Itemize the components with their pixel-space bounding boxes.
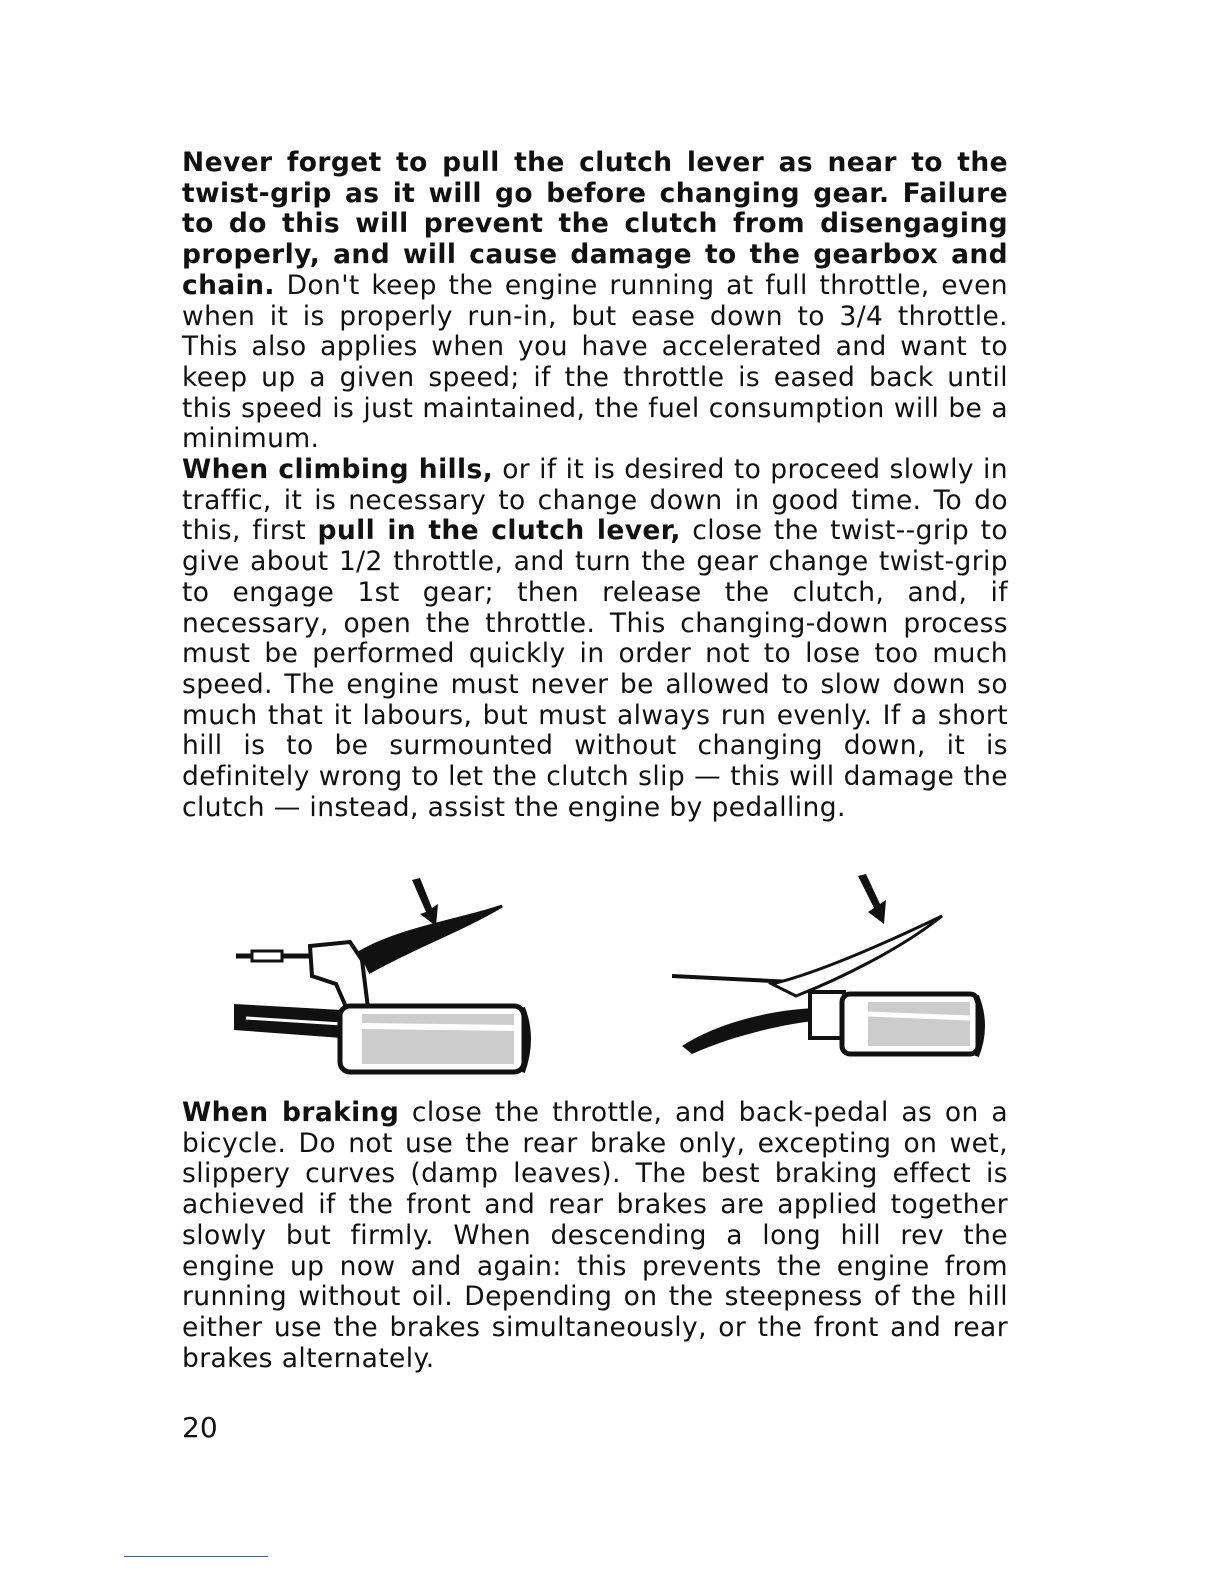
climbing-hills-text-b: close the twist--grip to give about 1/2 throttle, and turn the gear change twist-grip to engage 1st gear; then release the clutch, and, if necessary, open the throttle. This changing-down process must be performed quickly in order not to lose too much speed. The engine must never be allowed to slow down so much that it labours, but must always run evenly. If a short hill is to be surmounted without changing down, it is definitely wrong to let the clutch slip — this will damage the clutch — instead, assist the engine by pedalling. bbox=[182, 515, 1008, 823]
page-number: 20 bbox=[182, 1411, 218, 1444]
clutch-lever-pulled-illustration bbox=[232, 868, 562, 1090]
paragraph-climbing-hills bbox=[182, 455, 1008, 823]
pull-clutch-lever-bold: pull in the clutch lever, bbox=[317, 515, 681, 547]
illustrations bbox=[182, 868, 1008, 1090]
braking-heading: When braking bbox=[182, 1097, 400, 1128]
paragraph-braking bbox=[182, 1098, 1008, 1374]
clutch-warning-bold: Never forget to pull the clutch lever as near to the twist-grip as it will go before changing gear. Failure to do this will prevent the clutch from disengaging properly, and will cause damage to the gearbox and chain. bbox=[182, 147, 1008, 301]
arrow-down-icon bbox=[412, 878, 438, 926]
braking-text: close the throttle, and back-pedal as on a bicycle. Do not use the rear brake only, excepting on wet, slippery curves (damp leaves). The best braking effect is achieved if the front and rear brakes are applied together slowly but firmly. When descending a long hill rev the engine up now and again: this prevents the engine from running without oil. Depending on the steepness of the hill either use the brakes simultaneously, or the front and rear brakes alternately. bbox=[182, 1097, 1008, 1374]
clutch-warning-text: Don't keep the engine running at full throttle, even when it is properly run-in, but ease down to 3/4 throttle. This also applies when you have accelerated and want to keep up a given speed; if the throttle is eased back until this speed is just maintained, the fuel consumption will be a minimum. bbox=[182, 269, 1008, 455]
footer-rule bbox=[124, 1556, 268, 1557]
grip-texture bbox=[362, 1014, 514, 1064]
climbing-hills-text-a: or if it is desired to proceed slowly in traffic, it is necessary to change down in good time. To do this, first bbox=[182, 454, 1008, 547]
clutch-lever-released-illustration bbox=[672, 868, 1002, 1090]
paragraph-clutch-warning bbox=[182, 148, 1008, 455]
grip-texture bbox=[868, 1002, 970, 1046]
climbing-hills-heading: When climbing hills, bbox=[182, 454, 494, 485]
arrow-down-icon bbox=[858, 874, 886, 924]
